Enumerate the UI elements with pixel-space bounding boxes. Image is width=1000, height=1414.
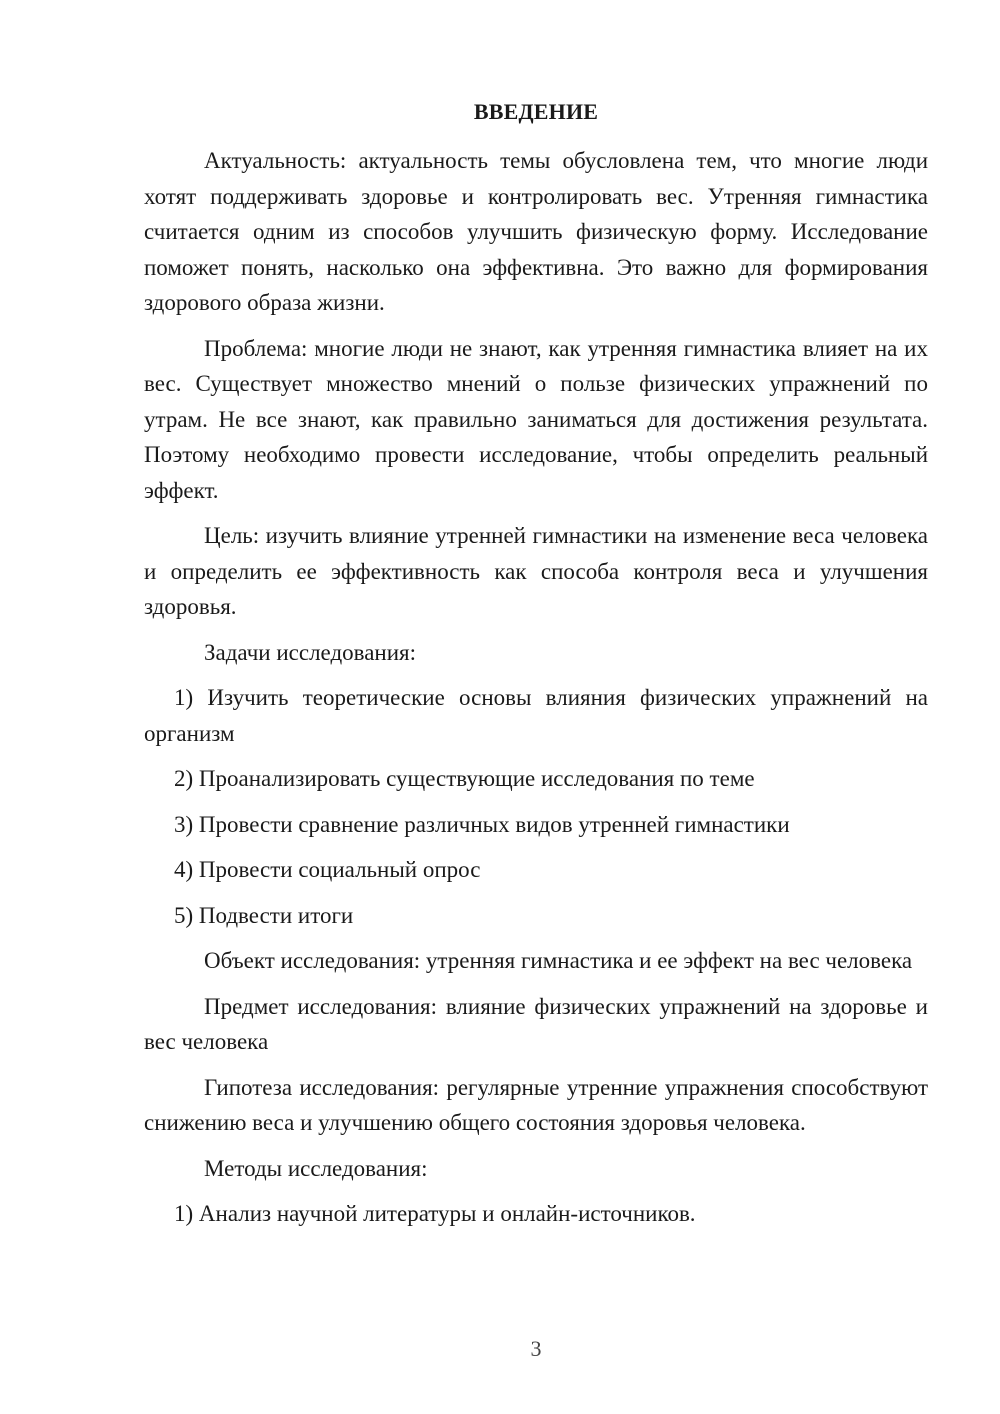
section-title: ВВЕДЕНИЕ [473,99,599,124]
subject-paragraph: Предмет исследования: влияние физических упражнений на здоровье и вес человека [144,993,928,1054]
goal-paragraph: Цель: изучить влияние утренней гимнастики на изменение веса человека и определить ее эффективность как способа контроля веса и улучшения здоровья. [144,523,928,619]
object-paragraph: Объект исследования: утренняя гимнастика и ее эффект на вес человека [204,948,913,973]
tasks-heading: Задачи исследования: [204,639,417,665]
hypothesis-paragraph: Гипотеза исследования: регулярные утренние упражнения способствуют снижению веса и улучшению общего состояния здоровья человека. [144,1074,928,1135]
task-item-5: 5) Подвести итоги [174,902,354,928]
problem-paragraph: Проблема: многие люди не знают, как утренняя гимнастика влияет на их вес. Существует множество мнений о пользе физических упражнений по утрам. Не все знают, как правильно заниматься для достижения результата. Поэтому необходимо провести исследование, чтобы определить реальный эффект. [144,335,928,503]
task-item-3: 3) Провести сравнение различных видов утренней гимнастики [174,811,790,837]
page-content [144,94,928,1242]
task-item-1: 1) Изучить теоретические основы влияния физических упражнений на организм [144,685,928,746]
method-item-1: 1) Анализ научной литературы и онлайн-источников. [174,1201,696,1226]
page-number: 3 [530,1336,542,1361]
relevance-paragraph: Актуальность: актуальность темы обусловлена тем, что многие люди хотят поддерживать здоровье и контролировать вес. Утренняя гимнастика считается одним из способов улучшить физическую форму. Исследование поможет понять, насколько она эффективна. Это важно для формирования здорового образа жизни. [144,148,928,315]
methods-heading: Методы исследования: [204,1155,428,1181]
task-item-2: 2) Проанализировать существующие исследования по теме [174,766,755,791]
task-item-4: 4) Провести социальный опрос [174,857,481,882]
